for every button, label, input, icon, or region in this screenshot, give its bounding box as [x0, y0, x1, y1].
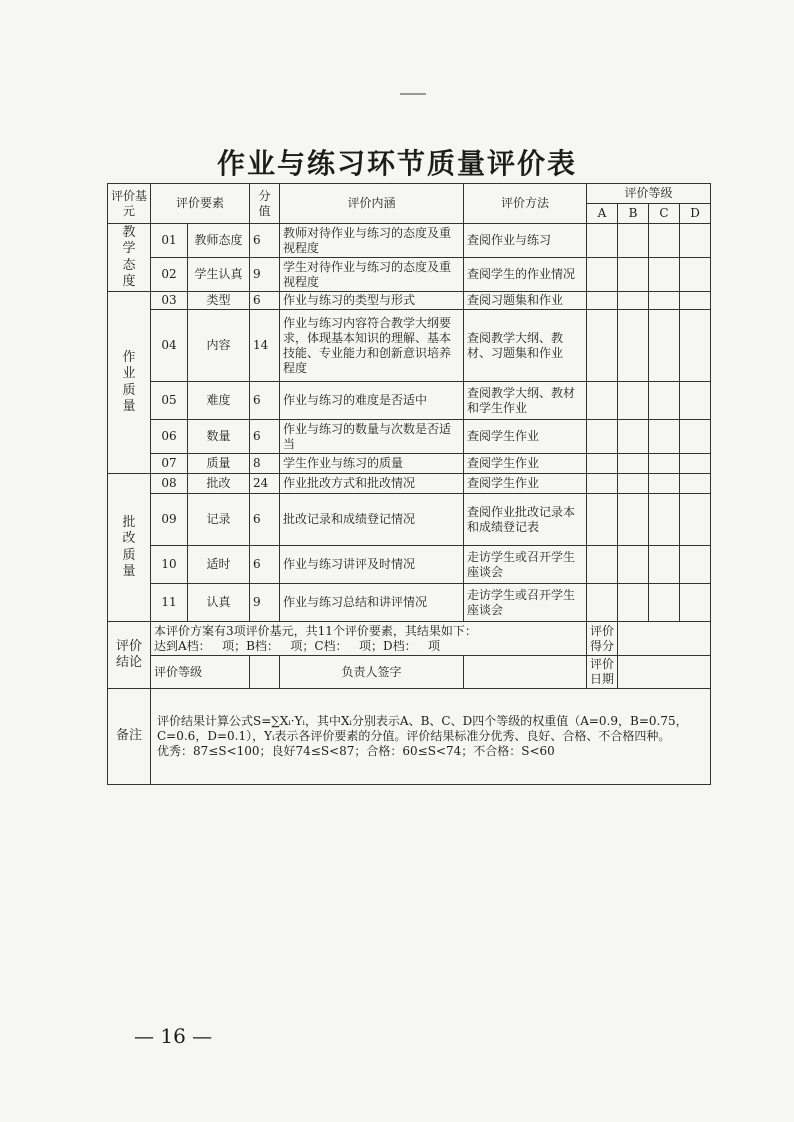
header-grade-d: D: [680, 204, 711, 224]
conclusion-row-2: [108, 656, 711, 689]
element-content: 作业与练习的难度是否适中: [280, 382, 464, 420]
grade-cell-a: [587, 224, 618, 258]
grade-cell-b: [618, 546, 649, 584]
element-method: 查阅习题集和作业: [464, 292, 587, 310]
element-score: 24: [250, 474, 280, 494]
grade-cell-c: [649, 584, 680, 622]
grade-cell-b: [618, 454, 649, 474]
element-method: 查阅学生作业: [464, 454, 587, 474]
conclusion-line-2: 达到A档： 项；B档： 项；C档： 项；D档： 项: [154, 638, 441, 653]
table-row: [108, 474, 711, 494]
element-number: 08: [151, 474, 188, 494]
base-cell: 教学态度: [108, 224, 151, 292]
conclusion-text: [151, 622, 587, 656]
element-score: 6: [250, 224, 280, 258]
element-content: 作业与练习内容符合教学大纲要求，体现基本知识的理解、基本技能、专业能力和创新意识培养程度: [280, 310, 464, 382]
remarks-row: [108, 689, 711, 785]
element-number: 01: [151, 224, 188, 258]
date-value: [618, 656, 711, 689]
grade-cell-b: [618, 258, 649, 292]
element-score: 9: [250, 258, 280, 292]
grade-cell-d: [680, 224, 711, 258]
element-name: 批改: [188, 474, 250, 494]
grade-cell-a: [587, 494, 618, 546]
element-method: 查阅教学大纲、教材、习题集和作业: [464, 310, 587, 382]
element-score: 8: [250, 454, 280, 474]
header-score: 分值: [250, 184, 280, 224]
element-number: 07: [151, 454, 188, 474]
element-score: 6: [250, 292, 280, 310]
grade-cell-d: [680, 292, 711, 310]
element-score: 6: [250, 494, 280, 546]
element-name: 教师态度: [188, 224, 250, 258]
table-row: [108, 310, 711, 382]
element-number: 10: [151, 546, 188, 584]
grade-cell-b: [618, 224, 649, 258]
element-number: 06: [151, 420, 188, 454]
score-label: 评价得分: [587, 622, 618, 656]
grade-cell-c: [649, 310, 680, 382]
element-method: 查阅作业批改记录本和成绩登记表: [464, 494, 587, 546]
signer-label: 负责人签字: [280, 656, 464, 689]
element-method: 查阅教学大纲、教材和学生作业: [464, 382, 587, 420]
table-row: [108, 258, 711, 292]
element-content: 作业批改方式和批改情况: [280, 474, 464, 494]
score-value: [618, 622, 711, 656]
header-content: 评价内涵: [280, 184, 464, 224]
grade-cell-c: [649, 546, 680, 584]
element-content: 作业与练习的数量与次数是否适当: [280, 420, 464, 454]
element-method: 查阅学生作业: [464, 474, 587, 494]
conclusion-row: [108, 622, 711, 656]
table-row: [108, 382, 711, 420]
grade-cell-b: [618, 292, 649, 310]
evaluation-table: [107, 183, 711, 785]
element-name: 质量: [188, 454, 250, 474]
grade-cell-c: [649, 382, 680, 420]
element-name: 记录: [188, 494, 250, 546]
element-number: 09: [151, 494, 188, 546]
page-title: 作业与练习环节质量评价表: [216, 147, 577, 180]
grade-cell-d: [680, 454, 711, 474]
element-score: 6: [250, 420, 280, 454]
element-content: 作业与练习讲评及时情况: [280, 546, 464, 584]
element-content: 作业与练习的类型与形式: [280, 292, 464, 310]
grade-cell-b: [618, 382, 649, 420]
header-grade: 评价等级: [587, 184, 711, 204]
element-number: 03: [151, 292, 188, 310]
table-row: [108, 420, 711, 454]
remarks-formula: 评价结果计算公式S=∑Xᵢ·Yᵢ，其中Xᵢ分别表示A、B、C、D四个等级的权重值（A=0.9，B=0.75，C=0.6，D=0.1），Yᵢ表示各评价要素的分值。评价结果标准分优秀、良好、合格、不合格四种。: [157, 714, 688, 743]
element-score: 6: [250, 546, 280, 584]
grade-cell-c: [649, 474, 680, 494]
signer-value: [464, 656, 587, 689]
grade-cell-a: [587, 454, 618, 474]
grade-cell-d: [680, 420, 711, 454]
grade-cell-a: [587, 584, 618, 622]
grade-cell-a: [587, 420, 618, 454]
header-grade-b: B: [618, 204, 649, 224]
element-number: 11: [151, 584, 188, 622]
date-label: 评价日期: [587, 656, 618, 689]
remarks-standard: 优秀：87≤S<100；良好74≤S<87；合格：60≤S<74；不合格：S<60: [157, 744, 555, 758]
element-name: 适时: [188, 546, 250, 584]
grade-cell-a: [587, 258, 618, 292]
table-row: [108, 292, 711, 310]
grade-cell-d: [680, 382, 711, 420]
grade-cell-a: [587, 474, 618, 494]
base-cell: 批改质量: [108, 474, 151, 622]
element-name: 学生认真: [188, 258, 250, 292]
conclusion-label: 评价结论: [108, 622, 151, 689]
grade-cell-b: [618, 584, 649, 622]
element-method: 走访学生或召开学生座谈会: [464, 584, 587, 622]
grade-cell-d: [680, 474, 711, 494]
remarks-label: 备注: [108, 689, 151, 785]
grade-cell-a: [587, 546, 618, 584]
element-content: 教师对待作业与练习的态度及重视程度: [280, 224, 464, 258]
element-name: 内容: [188, 310, 250, 382]
grade-cell-b: [618, 420, 649, 454]
header-base: 评价基元: [108, 184, 151, 224]
header-method: 评价方法: [464, 184, 587, 224]
header-element: 评价要素: [151, 184, 250, 224]
element-name: 数量: [188, 420, 250, 454]
grade-cell-d: [680, 546, 711, 584]
grade-cell-c: [649, 258, 680, 292]
header-grade-a: A: [587, 204, 618, 224]
element-number: 02: [151, 258, 188, 292]
element-score: 9: [250, 584, 280, 622]
grade-cell-b: [618, 310, 649, 382]
grade-cell-d: [680, 310, 711, 382]
grade-cell-c: [649, 224, 680, 258]
grade-cell-d: [680, 584, 711, 622]
scan-mark: [400, 93, 426, 95]
element-method: 走访学生或召开学生座谈会: [464, 546, 587, 584]
element-method: 查阅学生的作业情况: [464, 258, 587, 292]
element-number: 04: [151, 310, 188, 382]
page-number: — 16 —: [134, 1024, 213, 1048]
grade-cell-a: [587, 382, 618, 420]
conclusion-line-1: 本评价方案有3项评价基元，共11个评价要素，其结果如下：: [154, 623, 477, 638]
grade-value: [250, 656, 280, 689]
element-content: 学生作业与练习的质量: [280, 454, 464, 474]
grade-label: 评价等级: [151, 656, 250, 689]
element-method: 查阅作业与练习: [464, 224, 587, 258]
element-name: 难度: [188, 382, 250, 420]
grade-cell-c: [649, 292, 680, 310]
element-content: 学生对待作业与练习的态度及重视程度: [280, 258, 464, 292]
grade-cell-b: [618, 494, 649, 546]
element-score: 14: [250, 310, 280, 382]
header-grade-c: C: [649, 204, 680, 224]
grade-cell-a: [587, 292, 618, 310]
remarks-text: [151, 689, 711, 785]
table-row: [108, 584, 711, 622]
table-row: [108, 224, 711, 258]
element-score: 6: [250, 382, 280, 420]
grade-cell-c: [649, 494, 680, 546]
element-name: 类型: [188, 292, 250, 310]
element-content: 作业与练习总结和讲评情况: [280, 584, 464, 622]
table-row: [108, 454, 711, 474]
element-name: 认真: [188, 584, 250, 622]
element-content: 批改记录和成绩登记情况: [280, 494, 464, 546]
base-cell: 作业质量: [108, 292, 151, 474]
grade-cell-d: [680, 494, 711, 546]
grade-cell-b: [618, 474, 649, 494]
grade-cell-d: [680, 258, 711, 292]
table-row: [108, 546, 711, 584]
element-number: 05: [151, 382, 188, 420]
grade-cell-a: [587, 310, 618, 382]
element-method: 查阅学生作业: [464, 420, 587, 454]
table-row: [108, 494, 711, 546]
grade-cell-c: [649, 420, 680, 454]
grade-cell-c: [649, 454, 680, 474]
